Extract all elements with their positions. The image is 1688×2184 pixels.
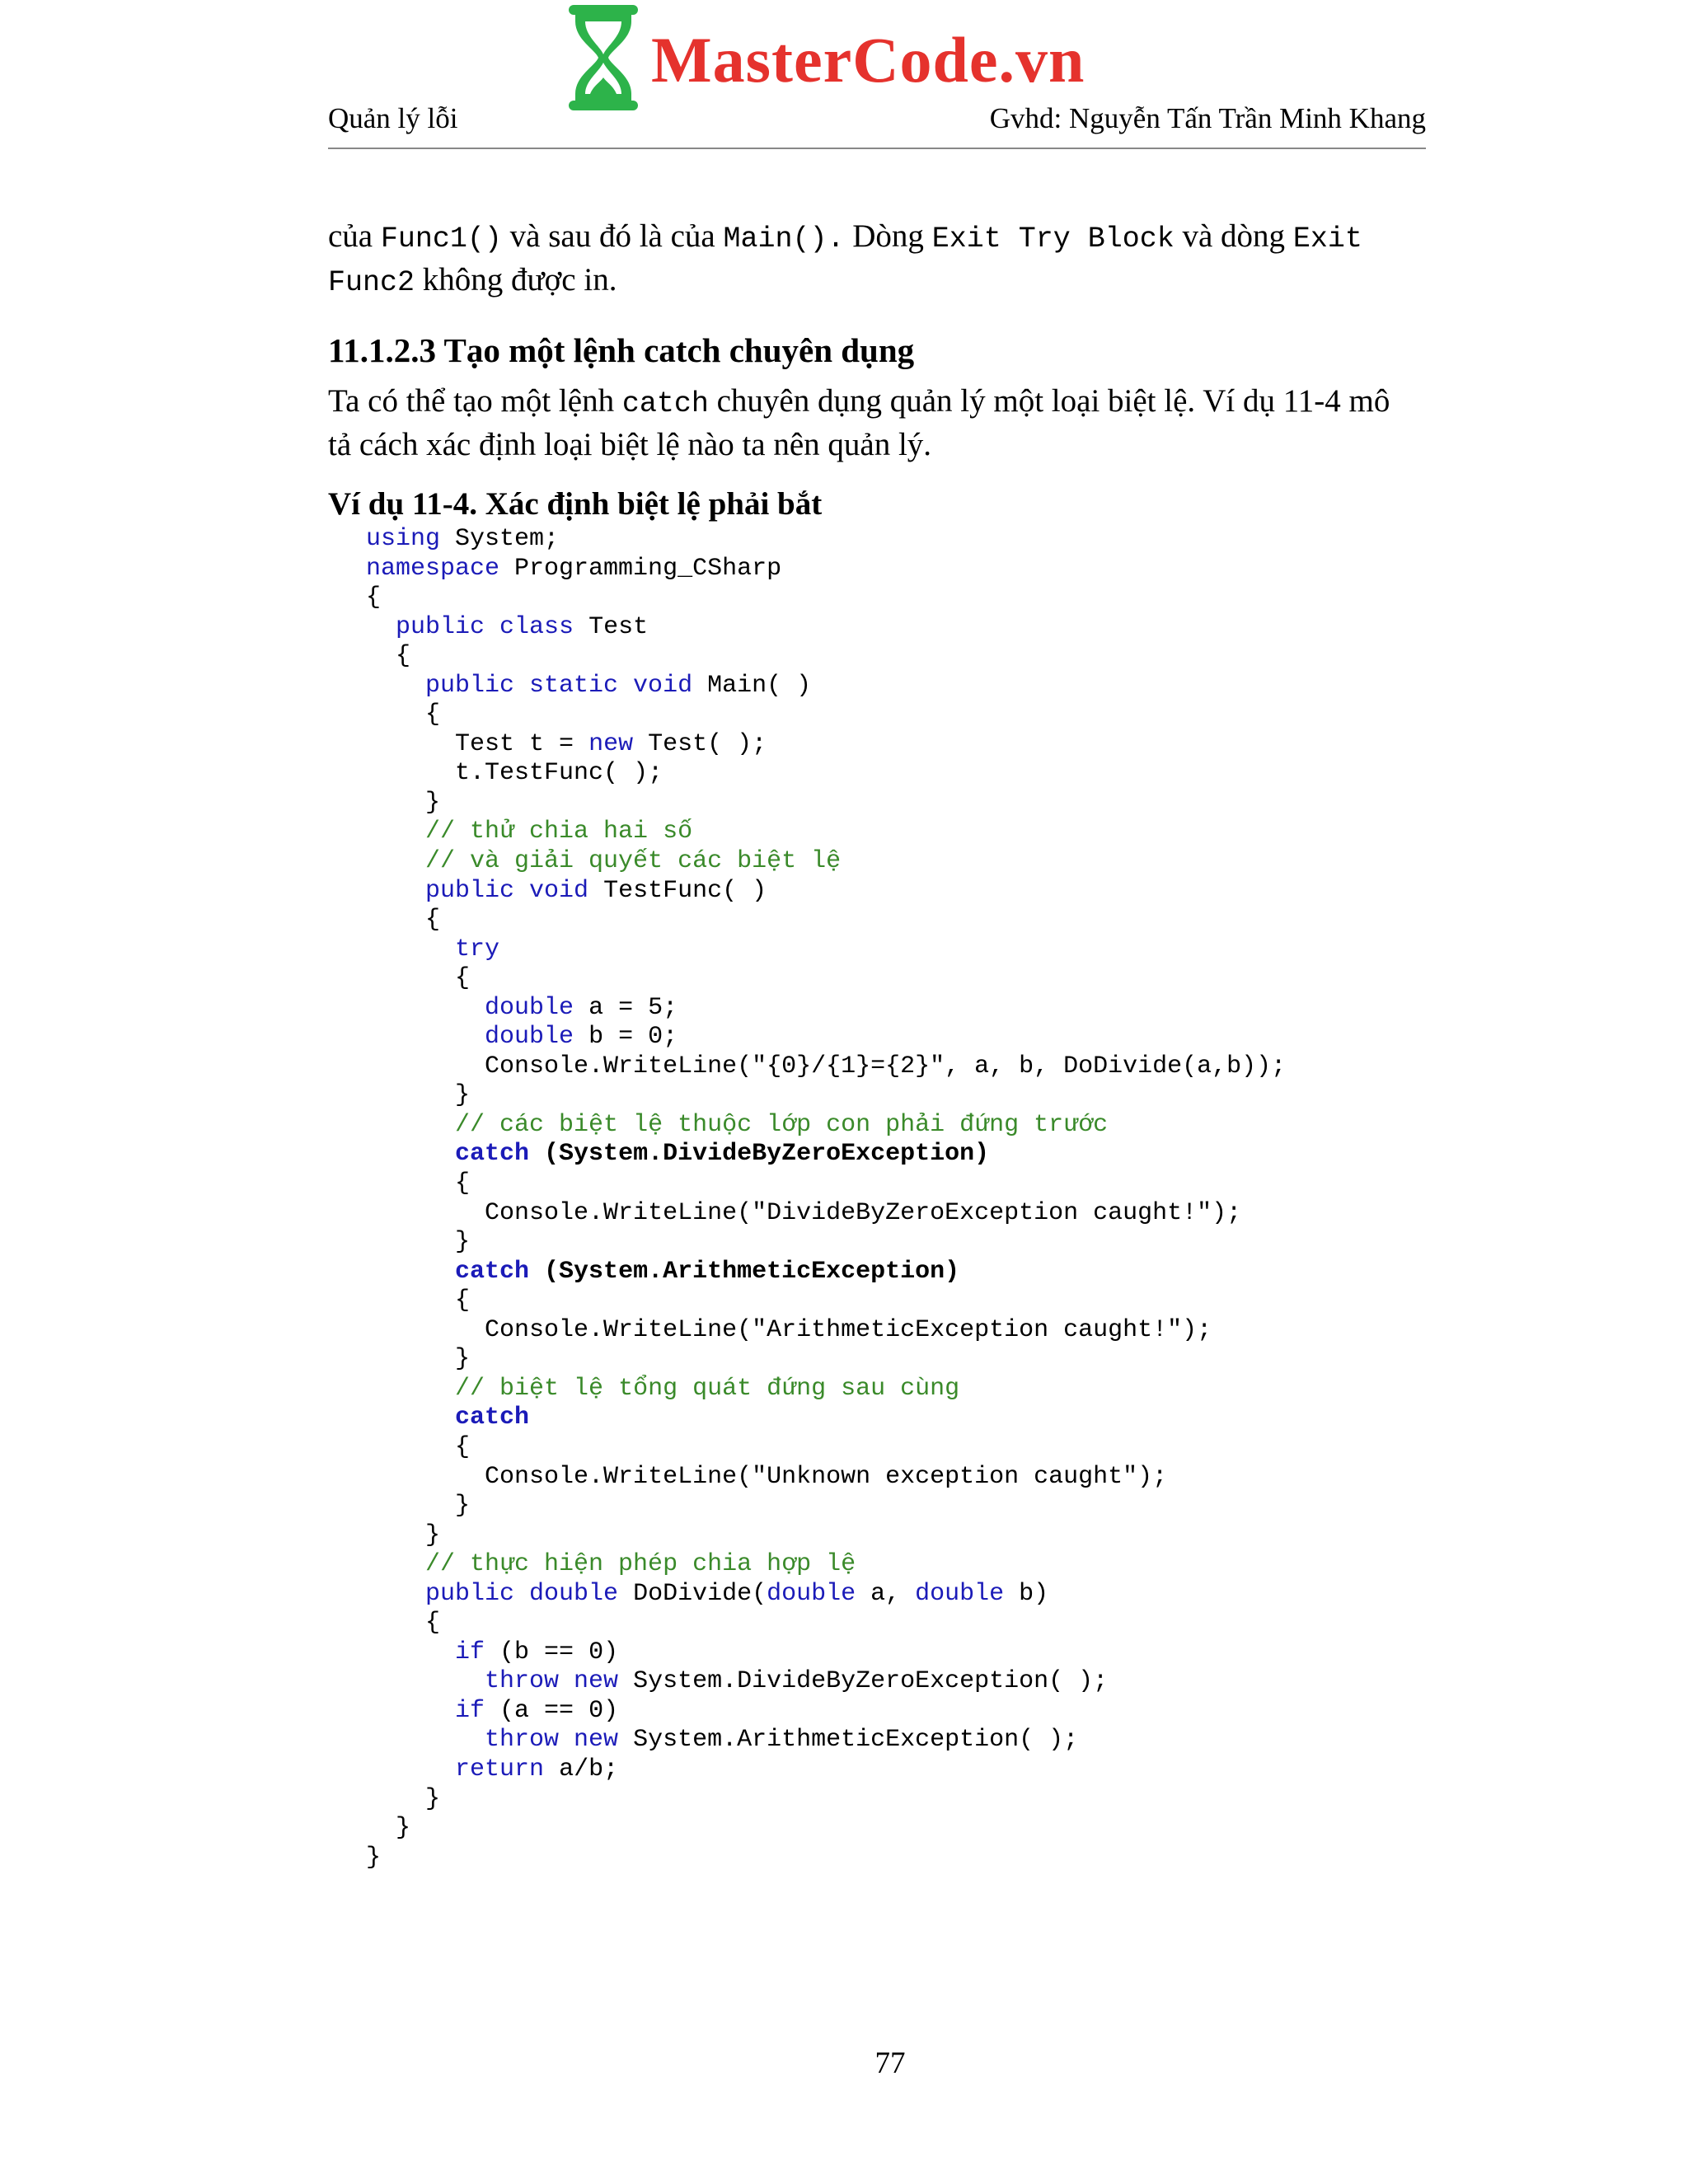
- code-token: return: [455, 1755, 545, 1783]
- page-header: [328, 0, 1426, 152]
- code-token: new: [588, 729, 634, 758]
- intro-text-1: của: [328, 218, 381, 254]
- code-token: public static void: [425, 671, 693, 700]
- code-line: [366, 1111, 1482, 1141]
- header-rule: [328, 148, 1426, 149]
- code-line: [366, 1199, 1482, 1229]
- section-code-catch: catch: [621, 387, 709, 420]
- code-line: [366, 672, 1482, 701]
- code-line: [366, 1609, 1482, 1638]
- code-token: {: [366, 583, 382, 612]
- code-line: [366, 1052, 1482, 1082]
- page-number: 77: [874, 2046, 906, 2080]
- code-token: [366, 1375, 455, 1403]
- code-token: [366, 1492, 455, 1520]
- code-line: [366, 1169, 1482, 1199]
- code-token: b): [1004, 1579, 1049, 1608]
- code-token: {: [455, 964, 471, 993]
- code-token: {: [425, 1609, 441, 1638]
- code-line: [366, 701, 1482, 730]
- code-token: a,: [856, 1579, 916, 1608]
- code-token: [366, 789, 425, 817]
- code-line: [366, 1844, 1482, 1873]
- code-token: [366, 1521, 425, 1549]
- section-text-2: chuyên dụng quản lý một loại biệt lệ. Ví dụ 11-4 mô: [708, 383, 1390, 419]
- code-token: public void: [425, 876, 589, 905]
- code-token: public double: [425, 1579, 619, 1608]
- code-token: [366, 1023, 485, 1051]
- code-token: [366, 818, 425, 846]
- code-line: [366, 1023, 1482, 1052]
- code-token: Programming_CSharp: [499, 554, 782, 583]
- intro-code-main: Main().: [723, 223, 845, 255]
- code-token: [366, 701, 425, 729]
- code-token: {: [455, 1432, 471, 1461]
- code-token: }: [366, 1843, 382, 1872]
- code-token: [366, 1169, 455, 1197]
- code-token: [366, 877, 425, 905]
- code-line: [366, 1081, 1482, 1111]
- code-token: [366, 1316, 485, 1344]
- code-line: [366, 1316, 1482, 1346]
- code-token: [366, 1580, 425, 1608]
- code-token: // và giải quyết các biệt lệ: [425, 847, 842, 876]
- code-token: [366, 1199, 485, 1227]
- section-text-1: Ta có thể tạo một lệnh: [328, 383, 622, 419]
- code-token: {: [425, 701, 441, 729]
- code-token: catch: [455, 1404, 530, 1432]
- section-heading: 11.1.2.3 Tạo một lệnh catch chuyên dụng: [328, 331, 915, 369]
- code-token: DoDivide(: [618, 1579, 767, 1608]
- code-token: Console.WriteLine("Unknown exception caught");: [485, 1462, 1168, 1491]
- code-line: [366, 1638, 1482, 1668]
- code-token: (b == 0): [485, 1638, 619, 1666]
- code-token: [366, 1286, 455, 1315]
- code-token: [366, 1726, 485, 1754]
- page-content: [328, 216, 1482, 1872]
- code-listing: [328, 525, 1482, 1872]
- code-token: // biệt lệ tổng quát đứng sau cùng: [455, 1374, 960, 1403]
- header-instructor: Gvhd: Nguyễn Tấn Trần Minh Khang: [989, 102, 1426, 134]
- code-token: Main( ): [692, 671, 812, 700]
- code-token: [366, 935, 455, 963]
- code-line: [366, 1785, 1482, 1815]
- code-token: [366, 730, 455, 758]
- code-token: a = 5;: [574, 993, 678, 1022]
- code-token: using: [366, 525, 441, 553]
- code-token: }: [425, 788, 441, 817]
- code-line: [366, 1404, 1482, 1433]
- intro-text-2: và sau đó là của: [501, 218, 724, 254]
- code-token: [366, 1463, 485, 1491]
- intro-code-exit-try: Exit Try Block: [931, 223, 1175, 255]
- section-paragraph: [328, 381, 1482, 466]
- code-token: {: [396, 642, 411, 671]
- code-token: System.DivideByZeroException( );: [618, 1667, 1109, 1696]
- code-token: Test( );: [633, 729, 767, 758]
- code-line: [366, 642, 1482, 672]
- code-token: double: [485, 993, 574, 1022]
- code-line: [366, 1814, 1482, 1844]
- code-token: [366, 1638, 455, 1666]
- code-token: [366, 1433, 455, 1461]
- code-line: [366, 877, 1482, 907]
- code-token: Console.WriteLine("ArithmeticException caught!");: [485, 1315, 1212, 1344]
- header-chapter-title: Quản lý lỗi: [328, 102, 458, 134]
- code-token: if: [455, 1638, 485, 1666]
- code-token: [366, 1550, 425, 1578]
- code-line: [366, 759, 1482, 789]
- code-token: [366, 1697, 455, 1725]
- code-token: [366, 847, 425, 875]
- code-line: [366, 818, 1482, 847]
- code-line: [366, 1258, 1482, 1287]
- code-token: [366, 1228, 455, 1256]
- code-token: [366, 906, 425, 934]
- code-line: [366, 1492, 1482, 1521]
- code-token: [366, 642, 396, 670]
- code-token: [366, 1052, 485, 1080]
- code-line: [366, 1140, 1482, 1169]
- code-line: [366, 1521, 1482, 1551]
- logo: [565, 0, 1085, 115]
- code-token: b = 0;: [574, 1023, 678, 1052]
- example-title: Ví dụ 11-4. Xác định biệt lệ phải bắt: [328, 486, 823, 522]
- section-text-3: tả cách xác định loại biệt lệ nào ta nên quản lý.: [328, 427, 932, 462]
- code-token: }: [425, 1521, 441, 1549]
- code-token: System.ArithmeticException( );: [618, 1726, 1079, 1755]
- code-line: [366, 583, 1482, 613]
- code-token: (System.ArithmeticException): [529, 1257, 960, 1286]
- code-line: [366, 1755, 1482, 1785]
- code-line: [366, 1697, 1482, 1727]
- intro-code-exit: Exit: [1292, 223, 1362, 255]
- code-line: [366, 964, 1482, 994]
- code-line: [366, 1550, 1482, 1580]
- code-line: [366, 1726, 1482, 1755]
- code-line: [366, 935, 1482, 965]
- code-token: namespace: [366, 554, 500, 583]
- code-token: {: [455, 1169, 471, 1198]
- code-token: catch: [455, 1257, 530, 1286]
- code-token: }: [455, 1228, 471, 1257]
- code-line: [366, 613, 1482, 643]
- code-token: Test: [574, 612, 649, 641]
- code-token: }: [455, 1492, 471, 1521]
- code-token: [366, 1667, 485, 1695]
- code-line: [366, 789, 1482, 818]
- code-token: [366, 1111, 455, 1139]
- code-line: [366, 1345, 1482, 1375]
- code-token: {: [425, 906, 441, 935]
- hourglass-icon: [565, 3, 641, 112]
- code-token: double: [767, 1579, 856, 1608]
- code-token: t.TestFunc( );: [455, 759, 663, 788]
- code-token: {: [455, 1286, 471, 1315]
- code-token: }: [425, 1784, 441, 1813]
- code-token: Console.WriteLine("{0}/{1}={2}", a, b, DoDivide(a,b));: [485, 1052, 1287, 1080]
- code-token: [366, 759, 455, 787]
- code-token: // thực hiện phép chia hợp lệ: [425, 1550, 856, 1579]
- code-line: [366, 847, 1482, 877]
- code-token: [366, 994, 485, 1022]
- code-token: }: [396, 1814, 411, 1843]
- code-token: [366, 1345, 455, 1373]
- code-token: }: [455, 1081, 471, 1110]
- intro-code-func2: Func2: [328, 266, 415, 299]
- code-line: [366, 1286, 1482, 1316]
- intro-text-4: và dòng: [1174, 218, 1293, 254]
- code-token: public class: [396, 612, 574, 641]
- code-token: try: [455, 935, 500, 963]
- code-token: double: [485, 1023, 574, 1052]
- code-token: a/b;: [544, 1755, 619, 1783]
- code-token: [366, 1785, 425, 1813]
- code-line: [366, 906, 1482, 935]
- code-token: throw new: [485, 1726, 619, 1755]
- code-line: [366, 555, 1482, 584]
- code-token: throw new: [485, 1667, 619, 1696]
- code-token: [366, 964, 455, 992]
- code-token: // thử chia hai số: [425, 818, 693, 846]
- code-token: [366, 1404, 455, 1432]
- code-token: Test t =: [455, 729, 589, 758]
- code-token: catch: [455, 1140, 530, 1169]
- code-line: [366, 1375, 1482, 1404]
- code-token: [366, 1814, 396, 1842]
- code-line: [366, 1580, 1482, 1610]
- code-token: [366, 1609, 425, 1637]
- code-token: [366, 1258, 455, 1286]
- code-token: (a == 0): [485, 1696, 619, 1725]
- code-line: [366, 525, 1482, 555]
- intro-paragraph: [328, 216, 1482, 303]
- code-line: [366, 730, 1482, 760]
- code-line: [366, 994, 1482, 1024]
- code-token: double: [915, 1579, 1005, 1608]
- code-token: [366, 1081, 455, 1109]
- code-token: (System.DivideByZeroException): [529, 1140, 990, 1169]
- code-token: [366, 613, 396, 641]
- code-token: System;: [440, 525, 560, 553]
- logo-text: MasterCode.vn: [651, 24, 1085, 96]
- intro-code-func1: Func1(): [380, 223, 502, 255]
- intro-text-5: không được in.: [415, 262, 617, 298]
- code-token: [366, 672, 425, 700]
- code-token: if: [455, 1696, 485, 1725]
- code-token: [366, 1140, 455, 1168]
- code-token: TestFunc( ): [588, 876, 767, 905]
- code-token: }: [455, 1345, 471, 1374]
- code-line: [366, 1463, 1482, 1493]
- code-line: [366, 1433, 1482, 1463]
- intro-text-3: Dòng: [844, 218, 932, 254]
- code-token: [366, 1755, 455, 1783]
- code-token: // các biệt lệ thuộc lớp con phải đứng trước: [455, 1110, 1109, 1139]
- code-token: Console.WriteLine("DivideByZeroException caught!");: [485, 1198, 1242, 1227]
- code-line: [366, 1667, 1482, 1697]
- code-line: [366, 1228, 1482, 1258]
